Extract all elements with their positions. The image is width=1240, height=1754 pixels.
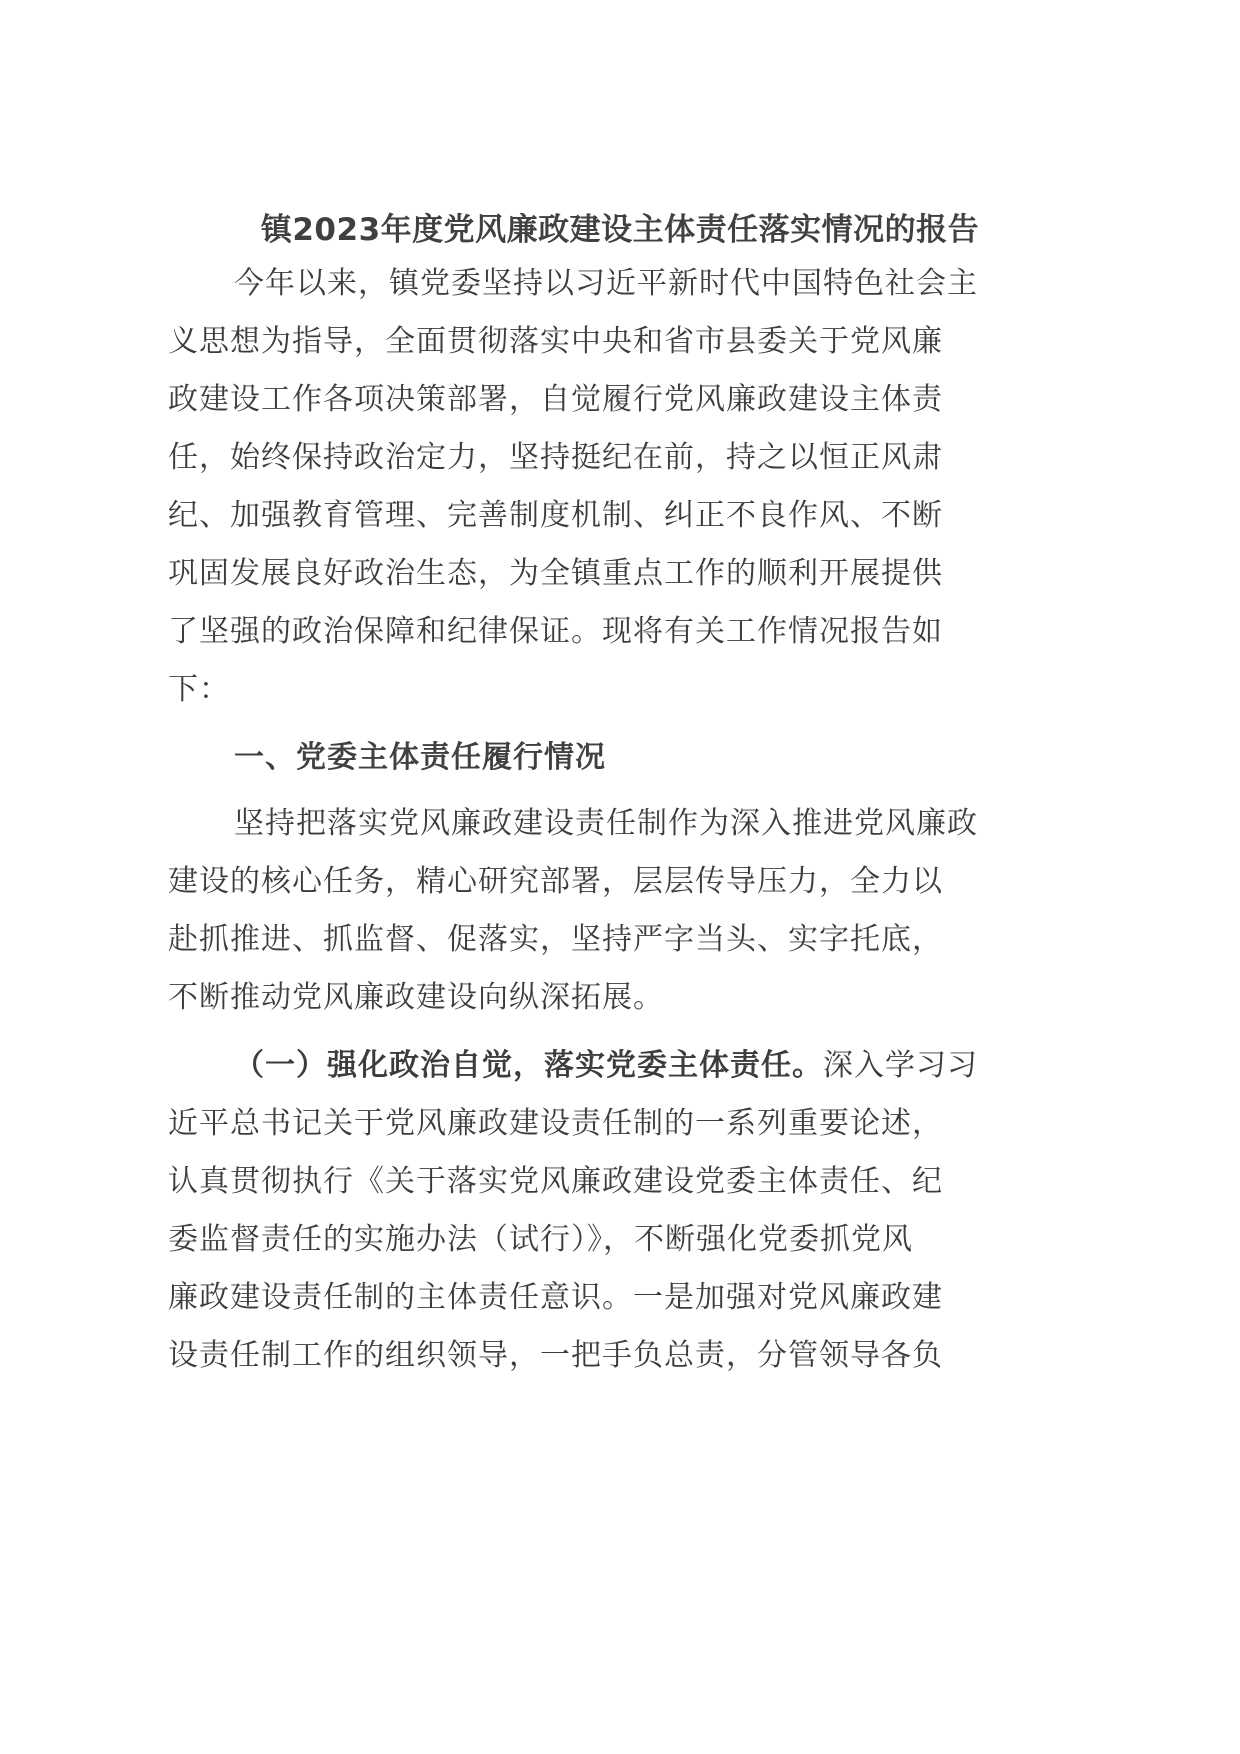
subsection-line [234,1040,978,1084]
paragraph-line: 巩固发展良好政治生态，为全镇重点工作的顺利开展提供 [168,556,943,591]
document-title: 镇2023年度党风廉政建设主体责任落实情况的报告 [260,212,980,248]
paragraph-line: 坚持把落实党风廉政建设责任制作为深入推进党风廉政 [234,806,978,841]
paragraph-line: 义思想为指导，全面贯彻落实中央和省市县委关于党风廉 [168,324,943,359]
paragraph-line: 下： [168,672,230,707]
paragraph-line: 了坚强的政治保障和纪律保证。现将有关工作情况报告如 [168,614,943,649]
subsection-heading: （一）强化政治自觉，落实党委主体责任。 [234,1048,823,1083]
paragraph-line: 委监督责任的实施办法（试行）》，不断强化党委抓党风 [168,1222,913,1257]
paragraph-line: 建设的核心任务，精心研究部署，层层传导压力，全力以 [168,864,943,899]
paragraph-line: 不断推动党风廉政建设向纵深拓展。 [168,980,664,1015]
paragraph-line: 廉政建设责任制的主体责任意识。一是加强对党风廉政建 [168,1280,943,1315]
paragraph-line: 今年以来，镇党委坚持以习近平新时代中国特色社会主 [234,266,978,301]
paragraph-line: 纪、加强教育管理、完善制度机制、纠正不良作风、不断 [168,498,943,533]
paragraph-line: 设责任制工作的组织领导，一把手负总责，分管领导各负 [168,1338,943,1373]
paragraph-line: 近平总书记关于党风廉政建设责任制的一系列重要论述， [168,1106,943,1141]
subsection-text: 深入学习习 [823,1048,978,1083]
paragraph-line: 认真贯彻执行《关于落实党风廉政建设党委主体责任、纪 [168,1164,943,1199]
paragraph-line: 任，始终保持政治定力，坚持挺纪在前，持之以恒正风肃 [168,440,943,475]
paragraph-line: 政建设工作各项决策部署，自觉履行党风廉政建设主体责 [168,382,943,417]
paragraph-line: 赴抓推进、抓监督、促落实，坚持严字当头、实字托底， [168,922,943,957]
section-heading: 一、党委主体责任履行情况 [234,740,606,775]
